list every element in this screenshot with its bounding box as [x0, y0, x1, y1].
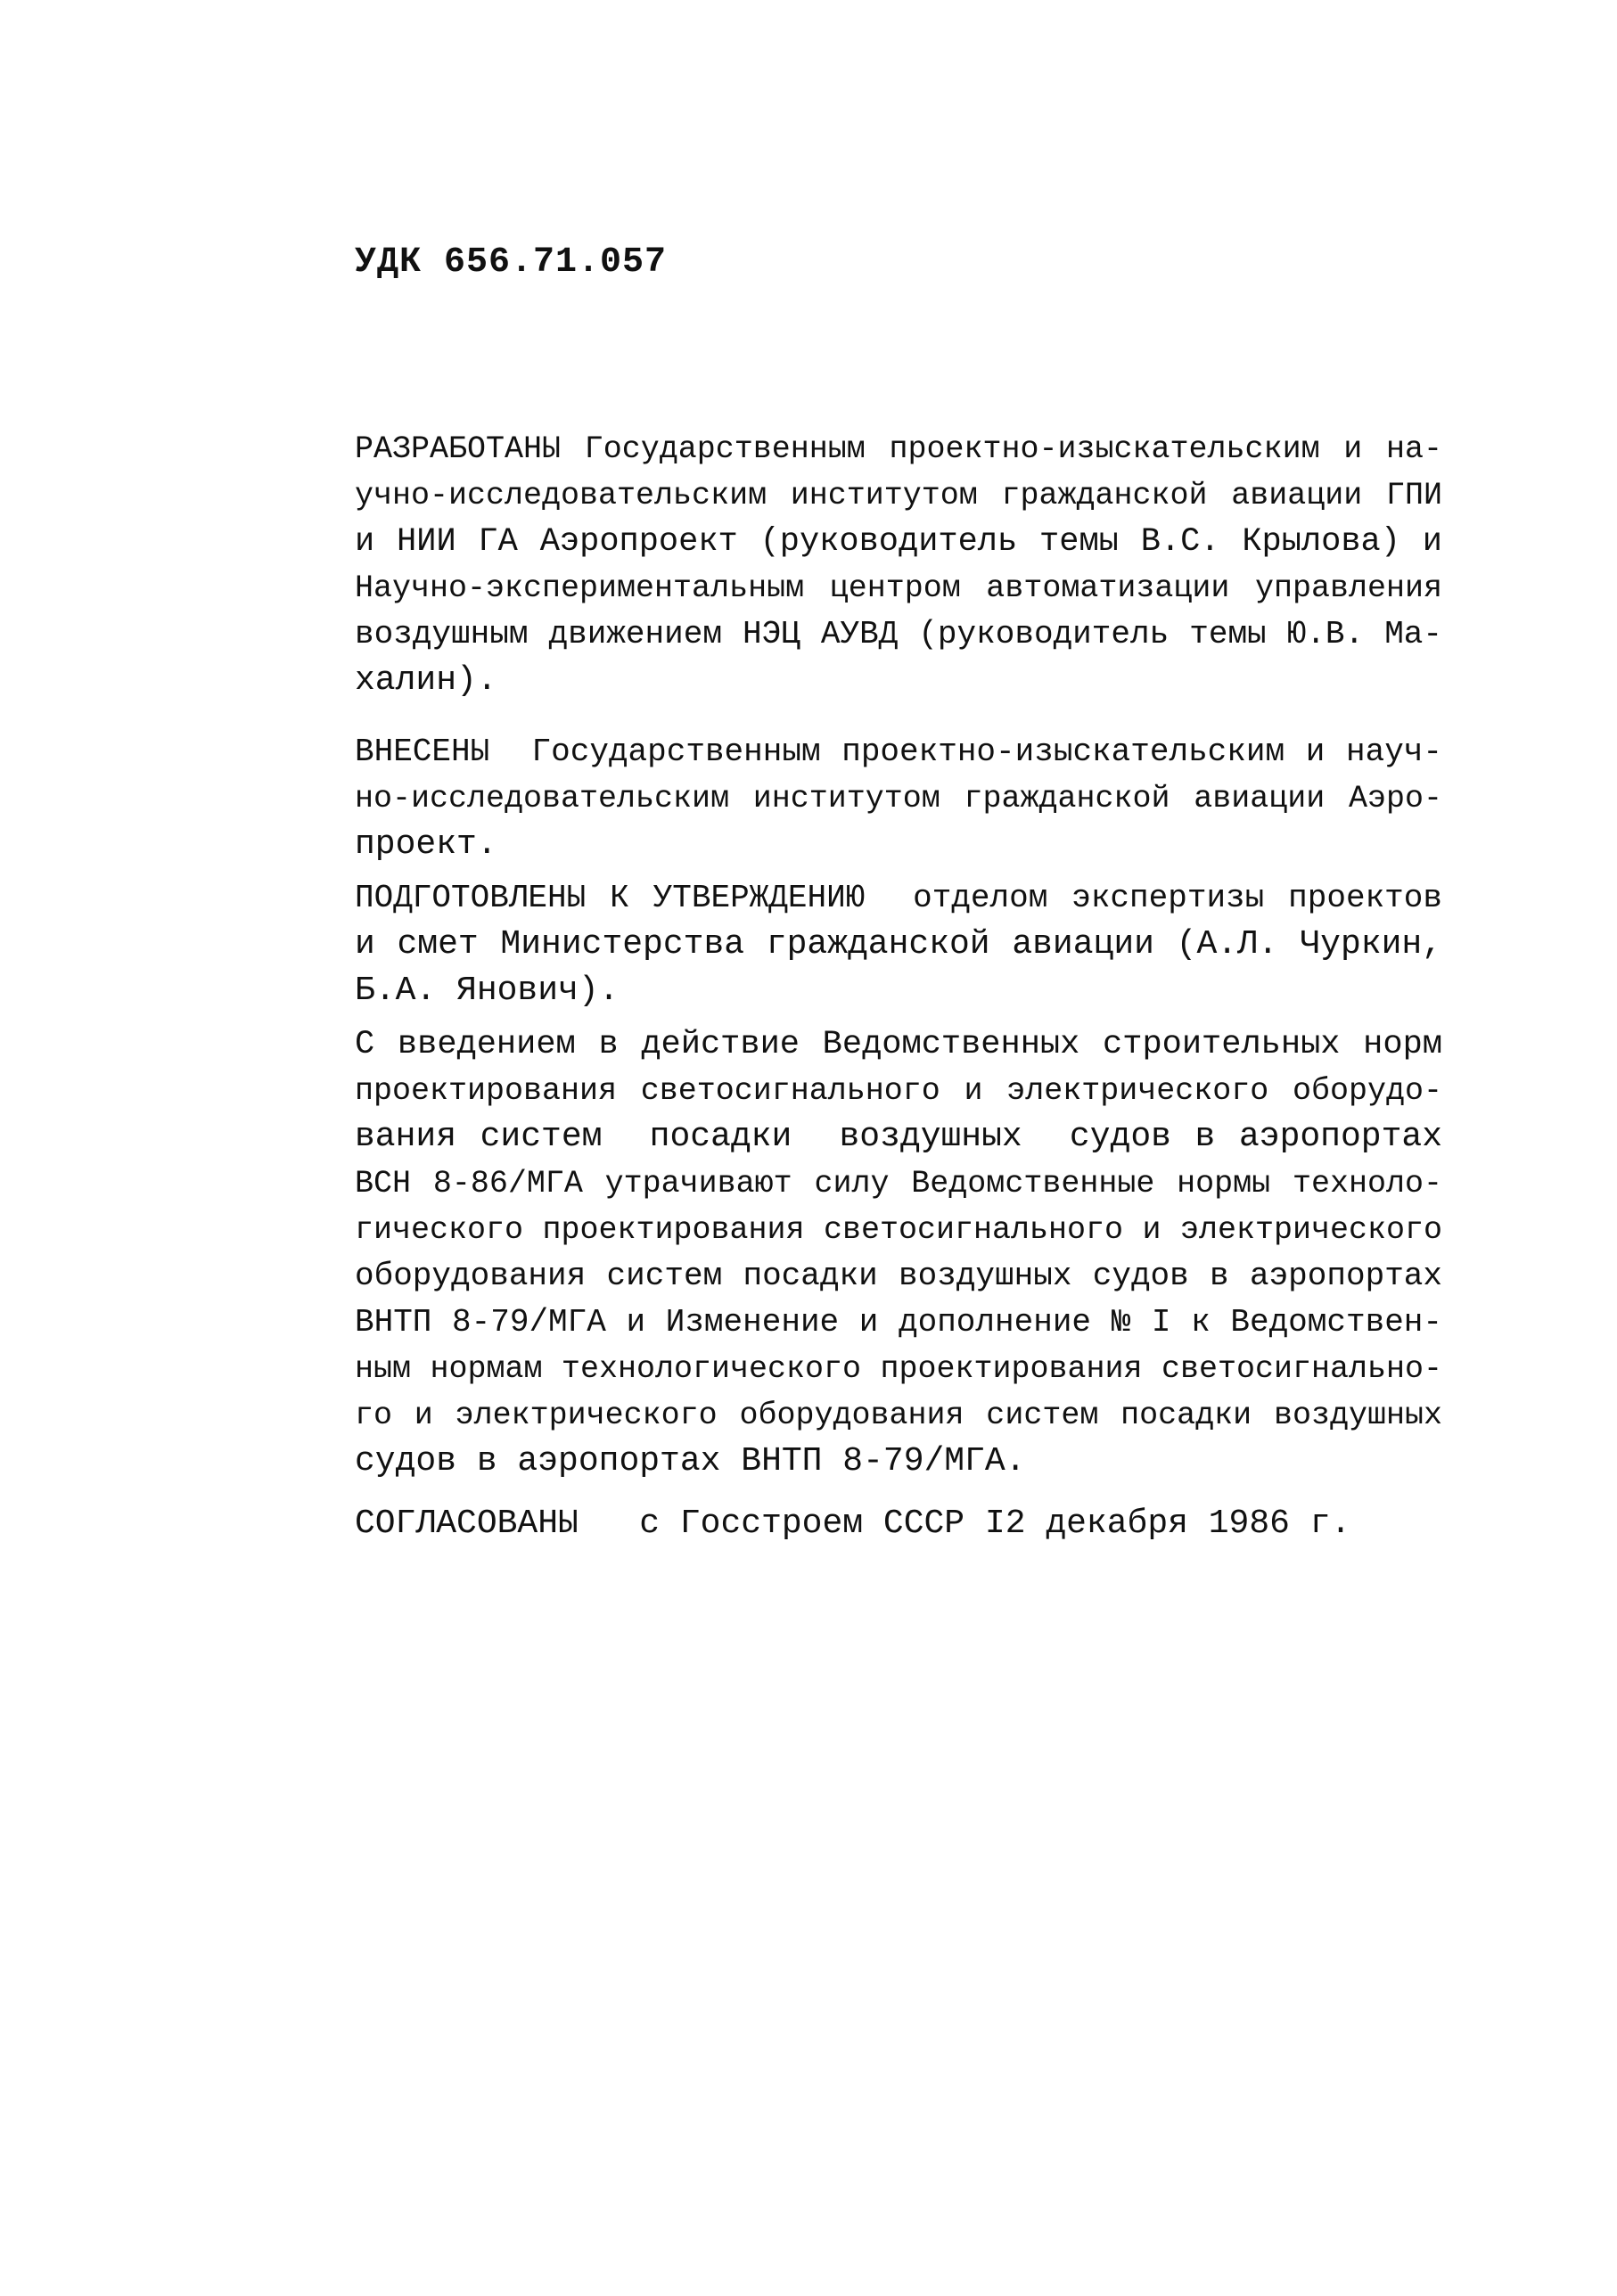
paragraph-line: воздушным движением НЭЦ АУВД (руководитель темы Ю.В. Ма-: [355, 616, 1442, 652]
vvedenie-paragraph: [355, 1021, 1442, 1485]
udk-code: УДК 656.71.057: [355, 242, 668, 283]
paragraph-line: вания систем посадки воздушных судов в аэропортах: [355, 1118, 1442, 1156]
paragraph-line: проект.: [355, 825, 497, 864]
paragraph-line: ПОДГОТОВЛЕНЫ К УТВЕРЖДЕНИЮ отделом экспертизы проектов: [355, 880, 1442, 916]
paragraph-line: учно-исследовательским институтом гражданской авиации ГПИ: [355, 478, 1442, 513]
paragraph-line: но-исследовательским институтом гражданской авиации Аэро-: [355, 781, 1442, 816]
paragraph-line: Научно-экспериментальным центром автоматизации управления: [355, 570, 1442, 606]
paragraph-line: судов в аэропортах ВНТП 8-79/МГА.: [355, 1442, 1026, 1480]
paragraph-line: гического проектирования светосигнального и электрического: [355, 1212, 1442, 1248]
paragraph-line: ным нормам технологического проектирования светосигнально-: [355, 1351, 1442, 1387]
paragraph-line: и НИИ ГА Аэропроект (руководитель темы В.С. Крылова) и: [355, 523, 1442, 561]
paragraph-line: ВНТП 8-79/МГА и Изменение и дополнение № I к Ведомствен-: [355, 1304, 1442, 1341]
paragraph-line: го и электрического оборудования систем посадки воздушных: [355, 1398, 1442, 1433]
paragraph-line: ВСН 8-86/МГА утрачивают силу Ведомственные нормы техноло-: [355, 1166, 1442, 1201]
paragraph-line: и смет Министерства гражданской авиации (А.Л. Чуркин,: [355, 925, 1442, 964]
soglasovany-paragraph: [355, 1501, 1442, 1547]
paragraph-line: С введением в действие Ведомственных строительных норм: [355, 1026, 1442, 1063]
podgotovleny-paragraph: [355, 875, 1442, 1014]
paragraph-line: ВНЕСЕНЫ Государственным проектно-изыскательским и науч-: [355, 734, 1442, 770]
paragraph-line: проектирования светосигнального и электрического оборудо-: [355, 1073, 1442, 1109]
paragraph-line: Б.А. Янович).: [355, 972, 620, 1010]
vneseny-paragraph: [355, 729, 1442, 868]
paragraph-line: халин).: [355, 661, 497, 700]
paragraph-line: СОГЛАСОВАНЫ с Госстроем СССР I2 декабря 1986 г.: [355, 1505, 1351, 1543]
paragraph-line: оборудования систем посадки воздушных судов в аэропортах: [355, 1258, 1442, 1294]
razrabotany-paragraph: [355, 426, 1442, 704]
paragraph-line: РАЗРАБОТАНЫ Государственным проектно-изыскательским и на-: [355, 431, 1442, 467]
